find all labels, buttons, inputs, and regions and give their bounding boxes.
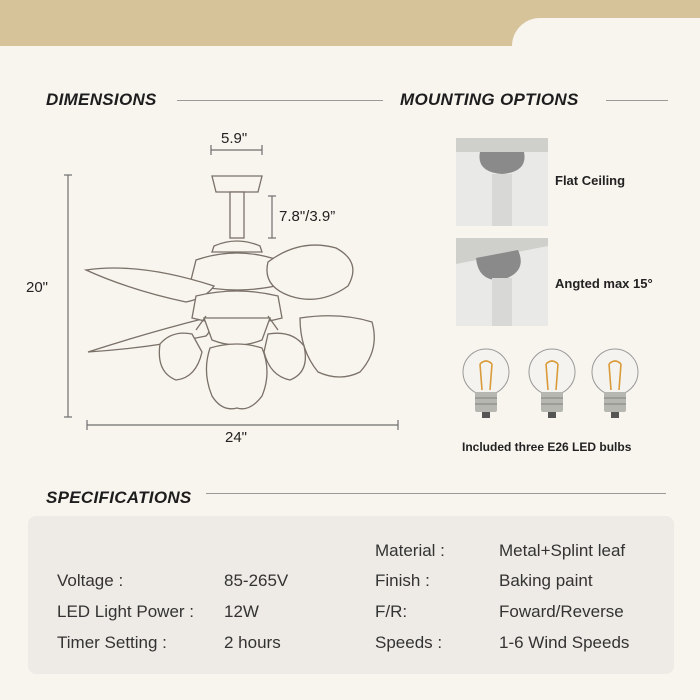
flat-ceiling-label: Flat Ceiling	[555, 173, 626, 188]
bulb-3	[592, 349, 638, 418]
canopy-width-label: 5.9"	[221, 130, 248, 147]
blade-right-lower	[300, 316, 374, 377]
bulb-2	[529, 349, 575, 418]
spec-value-fr: Foward/Reverse	[499, 602, 624, 621]
angled-ceiling-illustration	[456, 238, 548, 326]
dimensions-title: DIMENSIONS	[46, 90, 157, 109]
spec-value-timer: 2 hours	[224, 633, 281, 652]
spec-label-material: Material :	[375, 541, 445, 560]
spec-value-finish: Baking paint	[499, 571, 593, 590]
led-bulbs-illustration	[458, 346, 648, 422]
spec-label-speeds: Speeds :	[375, 633, 443, 652]
spec-label-fr: F/R:	[375, 602, 408, 621]
downrod	[230, 192, 244, 238]
blade-right-upper	[267, 245, 353, 299]
flat-ceiling-illustration	[456, 138, 548, 226]
spec-value-material: Metal+Splint leaf	[499, 541, 626, 560]
spec-label-finish: Finish :	[375, 571, 430, 590]
spec-label-led-power: LED Light Power :	[57, 602, 195, 621]
shade-center	[206, 344, 267, 409]
spec-value-voltage: 85-265V	[224, 571, 289, 590]
shade-left	[159, 333, 202, 380]
bulbs-caption: Included three E26 LED bulbs	[462, 440, 632, 454]
canopy	[212, 176, 262, 192]
height-label: 20"	[26, 279, 49, 296]
diameter-label: 24"	[225, 429, 248, 446]
spec-label-timer: Timer Setting :	[57, 633, 167, 652]
downrod-length-label: 7.8"/3.9”	[279, 208, 336, 225]
mounting-options-title: MOUNTING OPTIONS	[400, 90, 579, 109]
light-kit	[204, 318, 270, 345]
spec-value-led-power: 12W	[224, 602, 259, 621]
spec-value-speeds: 1-6 Wind Speeds	[499, 633, 630, 652]
shade-right	[264, 333, 305, 380]
bulb-1	[463, 349, 509, 418]
specifications-title: SPECIFICATIONS	[46, 488, 192, 507]
spec-label-voltage: Voltage :	[57, 571, 124, 590]
specifications-rule	[206, 493, 666, 494]
angled-ceiling-label: Angted max 15°	[555, 276, 653, 291]
